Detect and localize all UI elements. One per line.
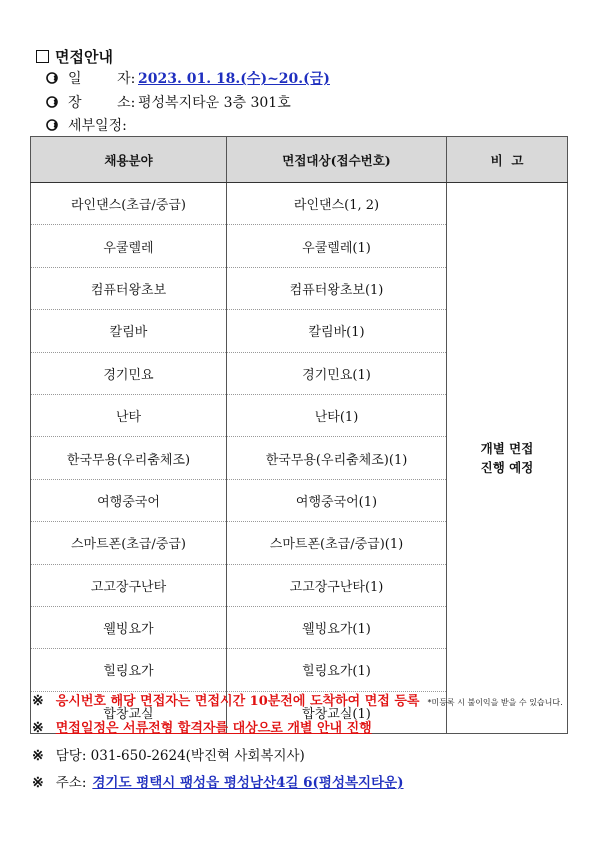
- cell-field: 우쿨렐레: [31, 225, 227, 267]
- circle-bullet-icon: [46, 96, 58, 108]
- cell-target: 컴퓨터왕초보(1): [227, 267, 447, 309]
- address-value: 경기도 평택시 팽성읍 평성남산4길 6(평성복지타운): [92, 775, 404, 791]
- circle-bullet-icon: [46, 119, 58, 131]
- remark-line1: 개별 면접: [480, 441, 534, 457]
- cell-target: 합창교실(1): [227, 691, 447, 733]
- cell-target: 난타(1): [227, 394, 447, 436]
- cell-field: 칼림바: [31, 310, 227, 352]
- note-arrival: [32, 690, 563, 709]
- schedule-table: [30, 136, 568, 734]
- schedule-label: 세부일정:: [68, 118, 127, 134]
- place-label: 장 소:: [68, 95, 136, 111]
- table-row: [31, 183, 568, 225]
- note-address: [32, 771, 404, 791]
- header-remark: 비 고: [447, 137, 568, 183]
- note-contact: [32, 744, 305, 764]
- remark-line2: 진행 예정: [480, 460, 534, 476]
- table-body: [31, 183, 568, 734]
- place-value: 평성복지타운 3층 301호: [138, 95, 291, 111]
- reference-mark: ※: [32, 720, 44, 736]
- cell-target: 스마트폰(초급/중급)(1): [227, 522, 447, 564]
- cell-remark: [447, 183, 568, 734]
- date-label: 일 자:: [68, 71, 136, 87]
- cell-field: 라인댄스(초급/중급): [31, 183, 227, 225]
- cell-field: 컴퓨터왕초보: [31, 267, 227, 309]
- note-schedule: [32, 717, 372, 736]
- note1-text: 응시번호 해당 면접자는 면접시간 10분전에 도착하여 면접 등록: [55, 694, 420, 709]
- date-row: [46, 68, 330, 88]
- cell-field: 스마트폰(초급/중급): [31, 522, 227, 564]
- header-target: 면접대상(접수번호): [227, 137, 447, 183]
- cell-field: 고고장구난타: [31, 564, 227, 606]
- contact-text: 담당: 031-650-2624(박진혁 사회복지사): [55, 748, 305, 764]
- cell-target: 한국무용(우리춤체조)(1): [227, 437, 447, 479]
- circle-bullet-icon: [46, 72, 58, 84]
- section-heading: [36, 46, 113, 67]
- cell-target: 고고장구난타(1): [227, 564, 447, 606]
- note2-text: 면접일정은 서류전형 합격자를 대상으로 개별 안내 진행: [55, 721, 372, 736]
- table-header-row: [31, 137, 568, 183]
- reference-mark: ※: [32, 693, 44, 709]
- cell-field: 힐링요가: [31, 649, 227, 691]
- cell-target: 칼림바(1): [227, 310, 447, 352]
- reference-mark: ※: [32, 748, 44, 764]
- checkbox-icon: [36, 50, 49, 63]
- cell-target: 힐링요가(1): [227, 649, 447, 691]
- cell-field: 경기민요: [31, 352, 227, 394]
- cell-target: 웰빙요가(1): [227, 606, 447, 648]
- cell-field: 합창교실: [31, 691, 227, 733]
- note1-small-text: *미등록 시 불이익을 받을 수 있습니다.: [427, 698, 563, 707]
- cell-field: 난타: [31, 394, 227, 436]
- cell-field: 여행중국어: [31, 479, 227, 521]
- date-value: 2023. 01. 18.(수)~20.(금): [138, 71, 330, 87]
- address-label: 주소:: [55, 775, 87, 791]
- place-row: [46, 92, 291, 112]
- cell-target: 여행중국어(1): [227, 479, 447, 521]
- section-title: 면접안내: [55, 48, 113, 66]
- cell-target: 우쿨렐레(1): [227, 225, 447, 267]
- cell-target: 라인댄스(1, 2): [227, 183, 447, 225]
- reference-mark: ※: [32, 775, 44, 791]
- cell-field: 한국무용(우리춤체조): [31, 437, 227, 479]
- schedule-row: [46, 115, 127, 135]
- header-field: 채용분야: [31, 137, 227, 183]
- cell-field: 웰빙요가: [31, 606, 227, 648]
- cell-target: 경기민요(1): [227, 352, 447, 394]
